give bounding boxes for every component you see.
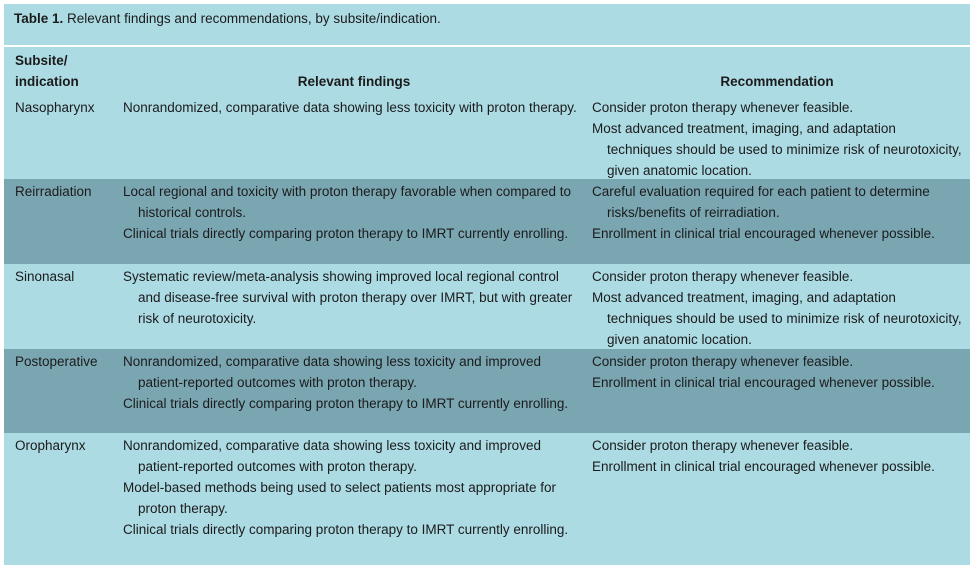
table-row: [4, 264, 970, 349]
cell-recommendation: [592, 97, 964, 181]
recommendation-item: Consider proton therapy whenever feasible.: [592, 438, 854, 453]
cell-recommendation: [592, 266, 964, 350]
caption-text: Relevant findings and recommendations, by subsite/indication.: [63, 11, 441, 26]
recommendation-item: Enrollment in clinical trial encouraged whenever possible.: [592, 459, 935, 474]
header-subsite-line1: Subsite/: [15, 53, 68, 68]
findings-table: [4, 47, 970, 565]
cell-recommendation: [592, 351, 964, 393]
recommendation-item: Most advanced treatment, imaging, and adaptation techniques should be used to minimize risk of neurotoxicity, given anatomic location.: [592, 121, 962, 178]
cell-recommendation: [592, 181, 964, 244]
finding-item: Nonrandomized, comparative data showing less toxicity and improved patient-reported outcomes with proton therapy.: [123, 438, 541, 474]
table-row: [4, 95, 970, 179]
header-subsite-line2: indication: [15, 74, 79, 89]
finding-item: Nonrandomized, comparative data showing less toxicity and improved patient-reported outcomes with proton therapy.: [123, 354, 541, 390]
caption-label: Table 1.: [14, 11, 64, 26]
finding-item: Systematic review/meta-analysis showing improved local regional control and disease-free survival with proton therapy over IMRT, but with greater risk of neurotoxicity.: [123, 269, 573, 326]
cell-findings: [123, 351, 583, 414]
finding-item: Model-based methods being used to select patients most appropriate for proton therapy.: [123, 480, 557, 516]
finding-item: Nonrandomized, comparative data showing less toxicity with proton therapy.: [123, 100, 577, 115]
recommendation-item: Most advanced treatment, imaging, and adaptation techniques should be used to minimize risk of neurotoxicity, given anatomic location.: [592, 290, 962, 347]
cell-findings: [123, 181, 583, 244]
recommendation-item: Consider proton therapy whenever feasible.: [592, 354, 854, 369]
cell-subsite: Oropharynx: [15, 438, 86, 453]
table-row: [4, 433, 970, 565]
table-row: [4, 179, 970, 264]
header-findings: Relevant findings: [297, 74, 411, 89]
header-recommendation: Recommendation: [720, 74, 834, 89]
recommendation-item: Enrollment in clinical trial encouraged whenever possible.: [592, 226, 935, 241]
table-header: [4, 47, 970, 95]
finding-item: Clinical trials directly comparing proton therapy to IMRT currently enrolling.: [123, 396, 569, 411]
finding-item: Clinical trials directly comparing proton therapy to IMRT currently enrolling.: [123, 522, 569, 537]
recommendation-item: Enrollment in clinical trial encouraged whenever possible.: [592, 375, 935, 390]
cell-subsite: Sinonasal: [15, 269, 75, 284]
finding-item: Local regional and toxicity with proton therapy favorable when compared to historical controls.: [123, 184, 572, 220]
recommendation-item: Careful evaluation required for each patient to determine risks/benefits of reirradiation.: [592, 184, 930, 220]
cell-subsite: Postoperative: [15, 354, 98, 369]
cell-findings: [123, 97, 583, 118]
table-row: [4, 349, 970, 433]
cell-subsite: Nasopharynx: [15, 100, 95, 115]
table-caption: [4, 4, 970, 45]
cell-findings: [123, 266, 583, 329]
header-subsite: [15, 50, 105, 92]
cell-findings: [123, 435, 583, 540]
recommendation-item: Consider proton therapy whenever feasible.: [592, 100, 854, 115]
finding-item: Clinical trials directly comparing proton therapy to IMRT currently enrolling.: [123, 226, 569, 241]
cell-recommendation: [592, 435, 964, 477]
recommendation-item: Consider proton therapy whenever feasible.: [592, 269, 854, 284]
cell-subsite: Reirradiation: [15, 184, 92, 199]
